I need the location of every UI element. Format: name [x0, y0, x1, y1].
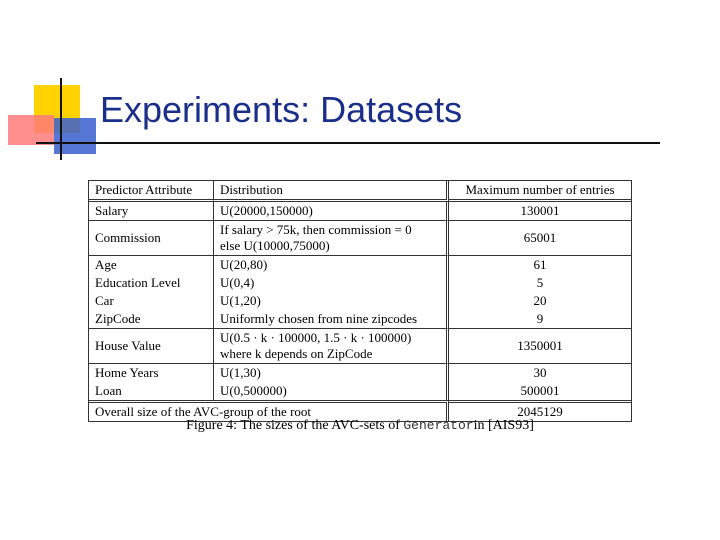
caption-suffix: in [AIS93] — [473, 418, 534, 433]
dist-line: else U(10000,75000) — [220, 238, 330, 253]
avc-sizes-table — [88, 180, 632, 422]
dataset-table-container — [88, 180, 632, 422]
max-cell: 9 — [449, 310, 631, 329]
dist-cell: U(1,20) — [214, 292, 449, 310]
table-row — [89, 256, 631, 274]
attr-cell: Home Years — [89, 364, 214, 382]
attr-cell: House Value — [89, 329, 214, 364]
table-row — [89, 292, 631, 310]
dist-cell: U(1,30) — [214, 364, 449, 382]
title-decoration-red-block — [8, 115, 54, 145]
max-cell: 130001 — [449, 202, 631, 221]
dist-line: where k depends on ZipCode — [220, 346, 373, 361]
attr-cell: Salary — [89, 202, 214, 221]
dist-line: If salary > 75k, then commission = 0 — [220, 222, 412, 237]
dist-cell — [214, 329, 449, 364]
caption-prefix: Figure 4: The sizes of the AVC-sets of — [186, 418, 404, 433]
total-label: Overall size of the AVC-group of the root — [89, 400, 449, 421]
table-row — [89, 364, 631, 382]
max-cell: 1350001 — [449, 329, 631, 364]
max-cell: 61 — [533, 257, 547, 272]
dist-line: U(0.5 · k · 100000, 1.5 · k · 100000) — [220, 330, 412, 345]
caption-code: Generator — [403, 418, 474, 433]
attr-cell: Age — [89, 256, 214, 274]
header-distribution: Distribution — [214, 181, 449, 202]
table-row — [89, 221, 631, 256]
dist-cell: U(0,500000) — [214, 382, 449, 400]
header-max-entries: Maximum number of entries — [449, 181, 631, 202]
dist-cell: U(20,80) — [214, 256, 449, 274]
table-row — [89, 202, 631, 221]
dist-cell: Uniformly chosen from nine zipcodes — [214, 310, 449, 329]
max-cell: 30 — [533, 365, 547, 380]
table-header-row — [89, 181, 631, 202]
dist-cell — [214, 221, 449, 256]
dist-cell: U(20000,150000) — [214, 202, 449, 221]
table-row — [89, 329, 631, 364]
title-underline — [36, 142, 660, 144]
max-cell: 500001 — [520, 383, 560, 398]
table-row — [89, 274, 631, 292]
slide-title: Experiments: Datasets — [100, 89, 463, 130]
table-row — [89, 382, 631, 400]
attr-cell: Education Level — [89, 274, 214, 292]
dist-cell: U(0,4) — [214, 274, 449, 292]
max-cell: 65001 — [449, 221, 631, 256]
max-cell: 20 — [533, 293, 547, 308]
title-decoration-vertical-line — [60, 78, 62, 160]
attr-cell: Loan — [89, 382, 214, 400]
total-value: 2045129 — [449, 400, 631, 421]
attr-cell: Car — [89, 292, 214, 310]
max-cell: 5 — [536, 275, 544, 290]
header-predictor-attribute: Predictor Attribute — [89, 181, 214, 202]
attr-cell: ZipCode — [89, 310, 214, 329]
attr-cell: Commission — [89, 221, 214, 256]
figure-caption — [88, 418, 632, 434]
table-row — [89, 310, 631, 329]
